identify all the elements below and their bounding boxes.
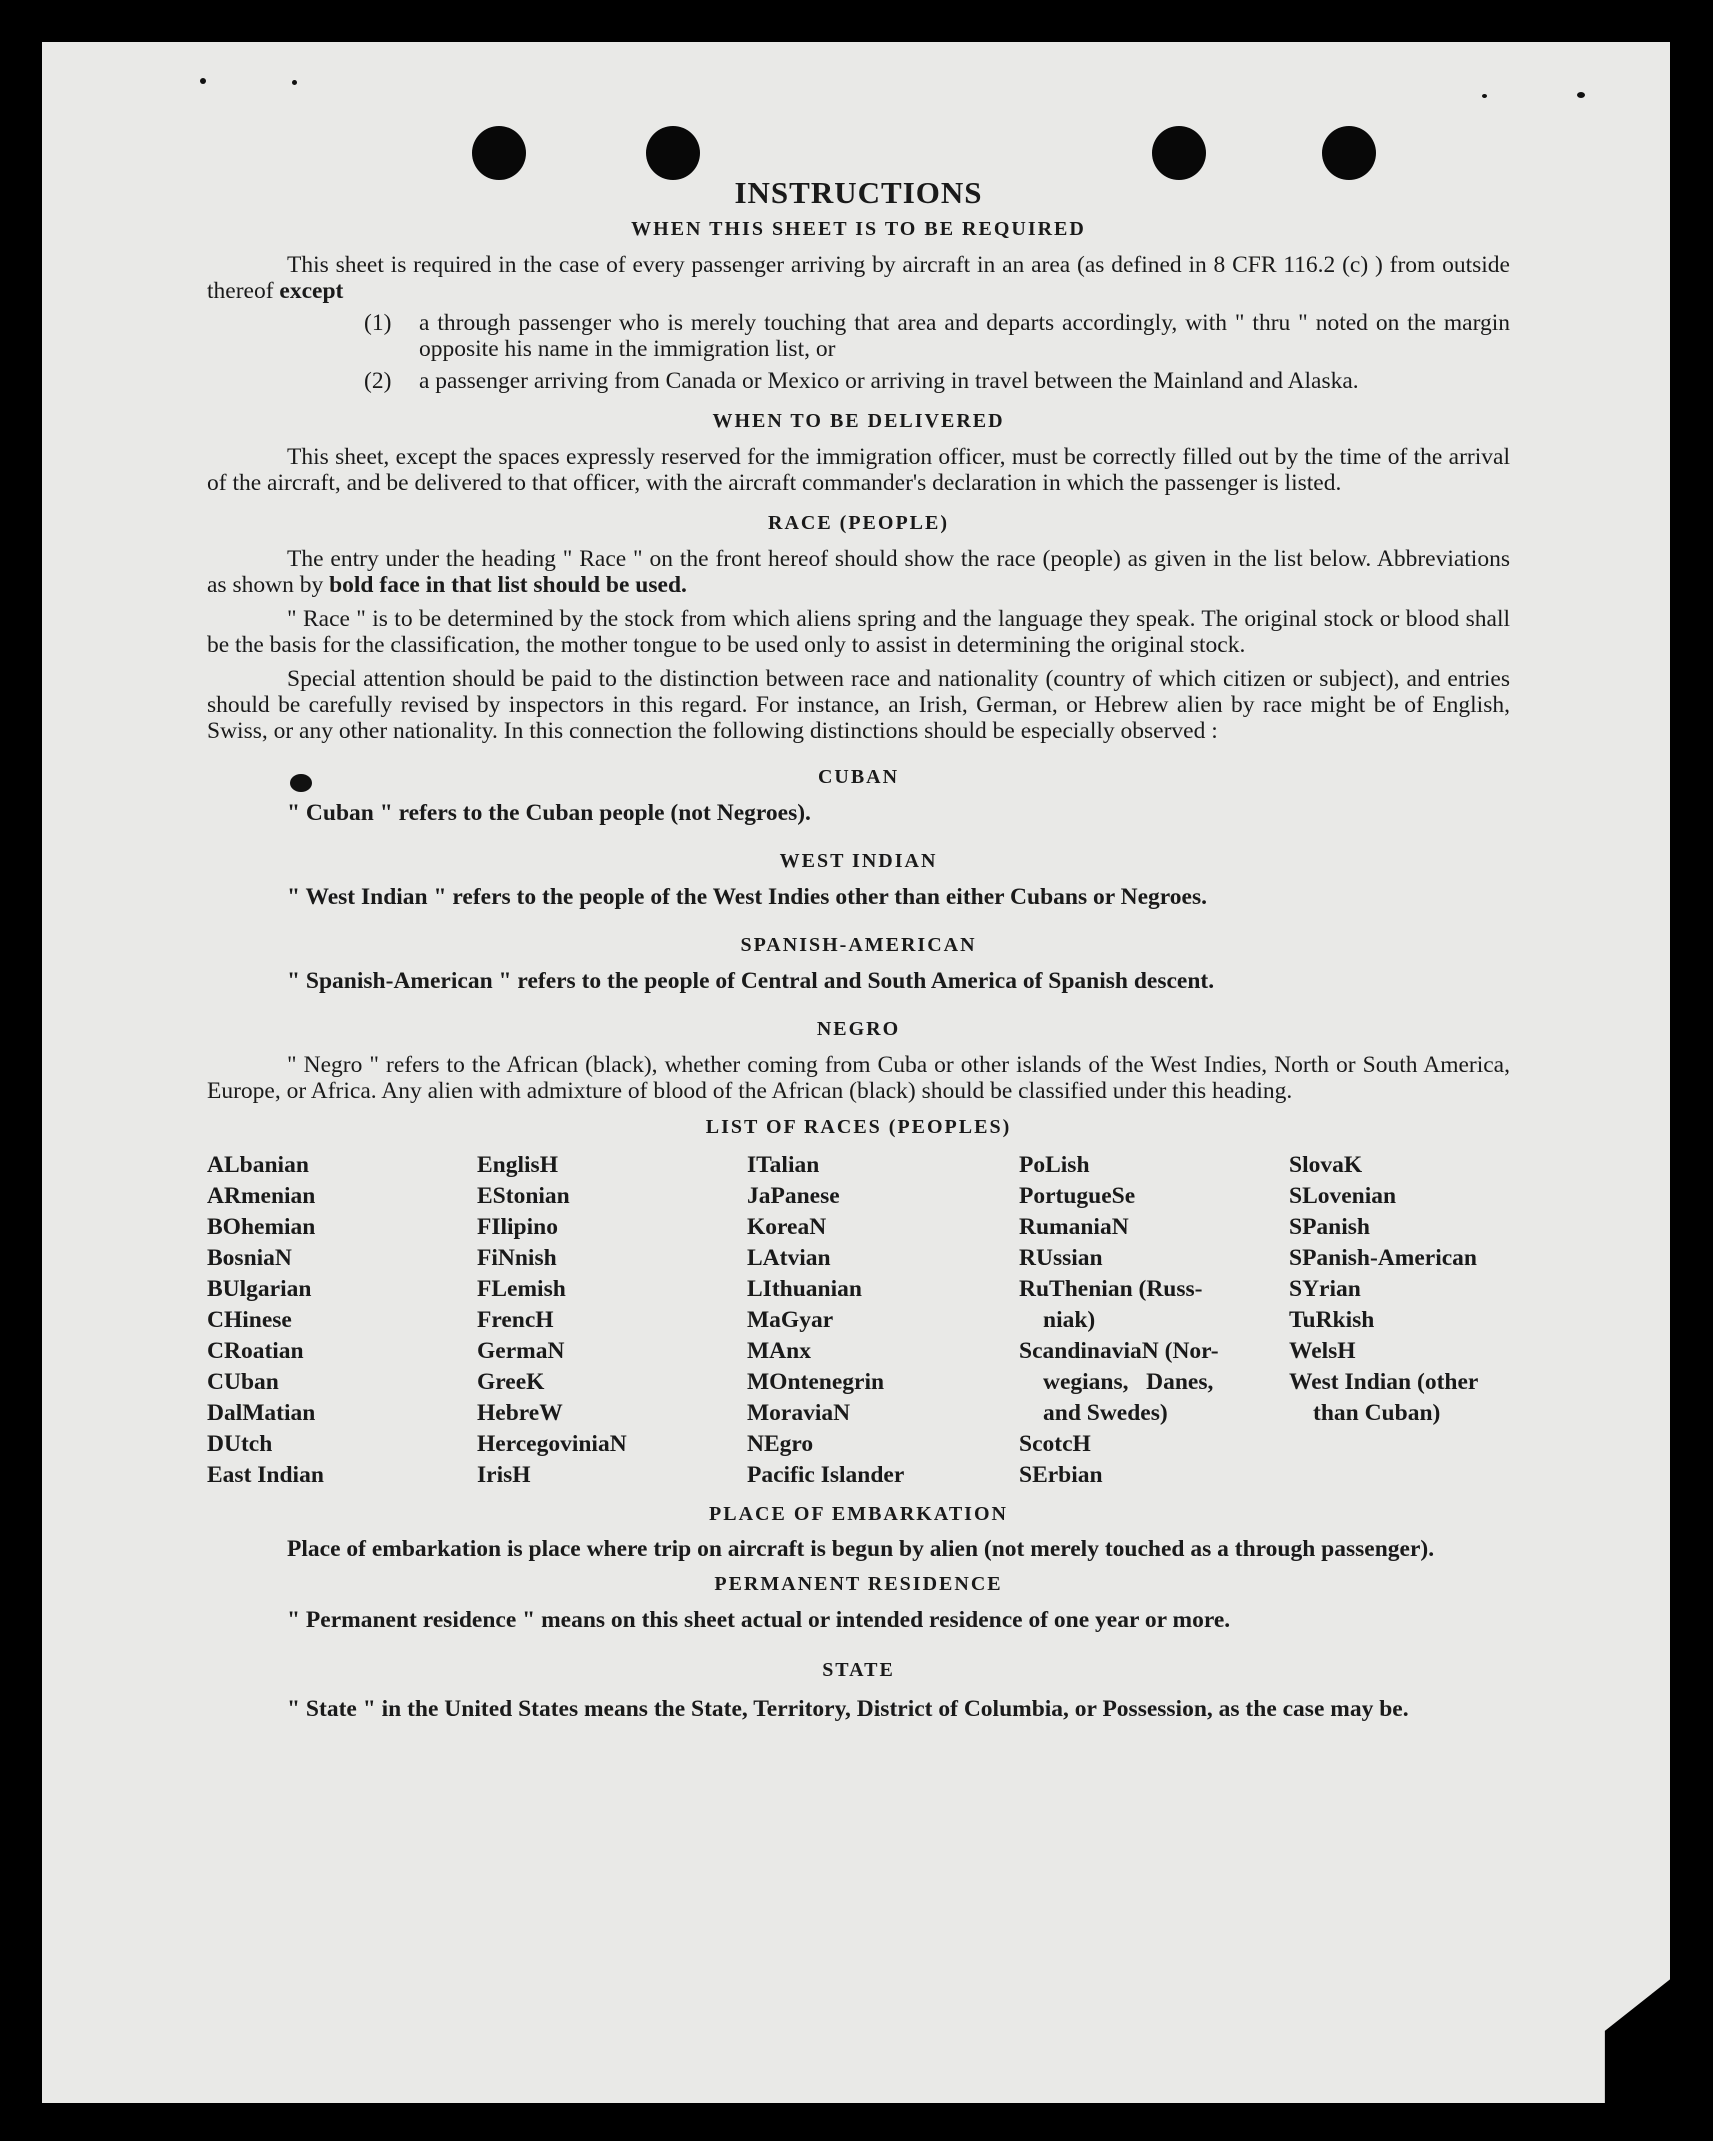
paragraph [207,546,1510,598]
race-item: ITalian [747,1152,820,1178]
section-heading: LIST OF RACES (PEOPLES) [705,1116,1012,1138]
race-item: FIlipino [477,1214,558,1240]
race-item: wegians, Danes, [1043,1369,1214,1395]
paragraph: " Cuban " refers to the Cuban people (not Negroes). [287,800,811,826]
race-item: niak) [1043,1307,1096,1333]
speck [1577,92,1585,98]
section-heading: PERMANENT RESIDENCE [714,1573,1003,1595]
speck [292,80,297,85]
section-heading: WEST INDIAN [779,850,938,872]
race-item: NEgro [747,1431,814,1457]
speck [200,78,206,84]
race-item: GreeK [477,1369,545,1395]
race-item: ALbanian [207,1152,309,1178]
race-item: SYrian [1289,1276,1361,1302]
section-heading: PLACE OF EMBARKATION [709,1503,1008,1525]
race-item: FiNnish [477,1245,557,1271]
race-item: JaPanese [747,1183,840,1209]
race-item: FLemish [477,1276,566,1302]
race-item: RuThenian (Russ- [1019,1276,1203,1302]
race-item: LIthuanian [747,1276,862,1302]
race-item: RumaniaN [1019,1214,1129,1240]
section-heading: RACE (PEOPLE) [768,512,949,534]
race-item: TuRkish [1289,1307,1375,1333]
race-item: ARmenian [207,1183,316,1209]
paragraph: " Negro " refers to the African (black), whether coming from Cuba or other islands of the West Indies, North or South America, Europe, or Africa. Any alien with admixture of blood of the African (black) should be classified under this heading. [207,1052,1510,1104]
race-item: WelsH [1289,1338,1356,1364]
race-column [747,1150,1019,1491]
race-item: and Swedes) [1043,1400,1168,1426]
race-item: FrencH [477,1307,554,1333]
race-item: CUban [207,1369,279,1395]
paragraph: This sheet, except the spaces expressly reserved for the immigration officer, must be correctly filled out by the time of the arrival of the aircraft, and be delivered to that officer, with the aircraft commander's declaration in which the passenger is listed. [207,444,1510,496]
item-text: a passenger arriving from Canada or Mexico or arriving in travel between the Mainland and Alaska. [419,368,1359,394]
list-item [364,368,1510,394]
race-item: than Cuban) [1313,1400,1441,1426]
bold-text: bold face [329,572,420,598]
race-column [207,1150,477,1491]
paragraph-text: The entry under the heading " Race " on the front hereof should show the race (people) as given in the list below. Abbreviations as shown by [207,546,1510,598]
race-item: HebreW [477,1400,563,1426]
race-item: RUssian [1019,1245,1103,1271]
race-item: EnglisH [477,1152,558,1178]
race-item: West Indian (other [1289,1369,1479,1395]
bold-text: except [279,278,344,304]
list-item [364,310,1510,362]
race-item: PoLish [1019,1152,1090,1178]
punch-hole [646,126,700,180]
race-item: HercegoviniaN [477,1431,627,1457]
section-heading: WHEN TO BE DELIVERED [712,410,1005,432]
race-item: ScotcH [1019,1431,1091,1457]
race-item: MoraviaN [747,1400,851,1426]
item-text: a through passenger who is merely touching that area and departs accordingly, with " thru " noted on the margin opposite his name in the immigration list, or [419,310,1510,362]
paragraph: " State " in the United States means the State, Territory, District of Columbia, or Possession, as the case may be. [287,1696,1409,1722]
punch-hole [472,126,526,180]
race-item: CRoatian [207,1338,304,1364]
race-item: SPanish [1289,1214,1370,1240]
paragraph: Special attention should be paid to the distinction between race and nationality (country of which citizen or subject), and entries should be carefully revised by inspectors in this regard. For instance, an Irish, German, or Hebrew alien by race might be of English, Swiss, or any other nationality. In this connection the following distinctions should be especially observed : [207,666,1510,744]
section-heading: STATE [822,1659,895,1681]
race-item: MOntenegrin [747,1369,885,1395]
race-item: East Indian [207,1462,324,1488]
race-item: BosniaN [207,1245,292,1271]
race-item: PortugueSe [1019,1183,1136,1209]
race-item: DalMatian [207,1400,316,1426]
race-item: ScandinaviaN (Nor- [1019,1338,1219,1364]
race-item: MAnx [747,1338,811,1364]
race-item: BOhemian [207,1214,316,1240]
paragraph: " Race " is to be determined by the stock from which aliens spring and the language they speak. The original stock or blood shall be the basis for the classification, the mother tongue to be used only to assist in determining the original stock. [207,606,1510,658]
race-item: DUtch [207,1431,273,1457]
race-item: LAtvian [747,1245,831,1271]
page-title: INSTRUCTIONS [734,175,983,210]
race-item: Pacific Islander [747,1462,905,1488]
race-item: SErbian [1019,1462,1103,1488]
speck [1482,94,1487,98]
punch-hole [1152,126,1206,180]
race-item: MaGyar [747,1307,834,1333]
race-item: CHinese [207,1307,292,1333]
race-column [1289,1150,1510,1491]
paragraph-text: This sheet is required in the case of every passenger arriving by aircraft in an area (as defined in 8 CFR 116.2 (c) ) from outside thereof [207,252,1510,304]
race-item: SLovenian [1289,1183,1397,1209]
race-item: GermaN [477,1338,565,1364]
section-heading: CUBAN [817,766,900,788]
race-column [1019,1150,1289,1491]
punch-hole [1322,126,1376,180]
paragraph-text: in that list should be used. [425,572,687,598]
paragraph [207,252,1510,304]
paragraph: " Spanish-American " refers to the people of Central and South America of Spanish descent. [287,968,1215,994]
section-heading: NEGRO [816,1018,901,1040]
race-item: SlovaK [1289,1152,1363,1178]
section-heading: WHEN THIS SHEET IS TO BE REQUIRED [631,218,1086,240]
race-item: SPanish-American [1289,1245,1477,1271]
race-column [477,1150,747,1491]
paragraph: " West Indian " refers to the people of the West Indies other than either Cubans or Negroes. [287,884,1207,910]
section-heading: SPANISH-AMERICAN [740,934,977,956]
race-item: KoreaN [747,1214,827,1240]
race-item: IrisH [477,1462,531,1488]
race-list [207,1150,1510,1491]
race-item: BUlgarian [207,1276,312,1302]
document-content [207,175,1510,1725]
item-number: (2) [364,368,392,394]
race-item: EStonian [477,1183,570,1209]
paragraph: " Permanent residence " means on this sheet actual or intended residence of one year or more. [287,1607,1231,1633]
item-number: (1) [364,310,392,336]
paragraph: Place of embarkation is place where trip on aircraft is begun by alien (not merely touched as a through passenger). [287,1536,1435,1562]
